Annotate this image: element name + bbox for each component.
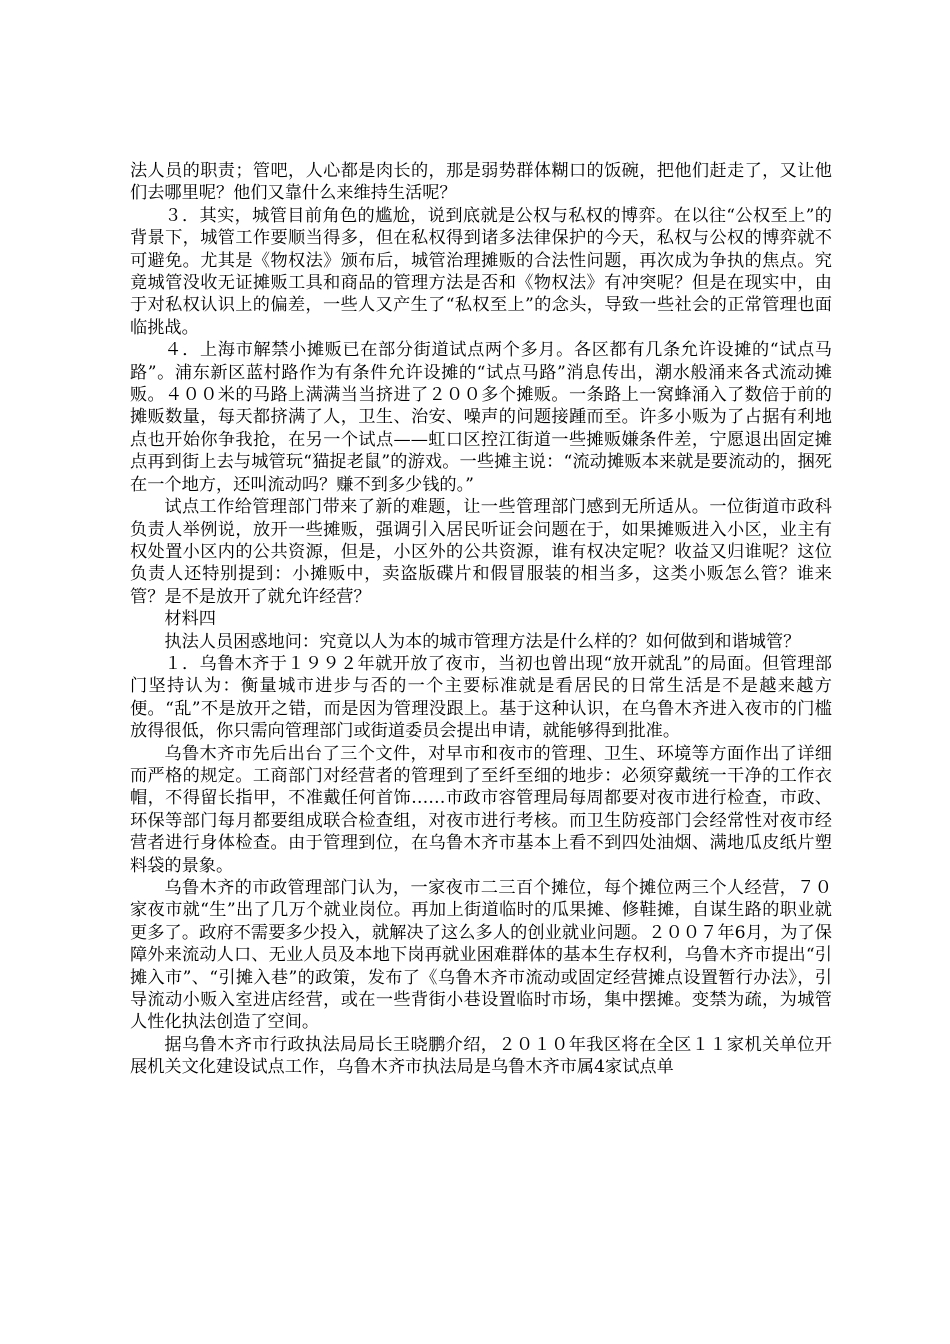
paragraph-item-4: ４．上海市解禁小摊贩已在部分街道试点两个多月。各区都有几条允许设摊的“试点马路”。浦东新区蓝村路作为有条件允许设摊的“试点马路”消息传出，潮水般涌来各式流动摊贩。４００米的马路上满满当当挤进了２００多个摊贩。一条路上一窝蜂涌入了数倍于前的摊贩数量，每天都挤满了人，卫生、治安、噪声的问题接踵而至。许多小贩为了占据有利地点也开始你争我抢，在另一个试点——虹口区控江街道一些摊贩嫌条件差，宁愿退出固定摊点再到街上去与城管玩“猫捉老鼠”的游戏。一些摊主说：“流动摊贩本来就是要流动的，捆死在一个地方，还叫流动吗？赚不到多少钱的。” (130, 340, 832, 495)
paragraph-urumqi-pilot: 据乌鲁木齐市行政执法局局长王晓鹏介绍，２０１０年我区将在全区１１家机关单位开展机关文化建设试点工作，乌鲁木齐市执法局是乌鲁木齐市属4家试点单 (130, 1034, 832, 1078)
paragraph-urumqi-employment: 乌鲁木齐的市政管理部门认为，一家夜市二三百个摊位，每个摊位两三个人经营，７０家夜市就“生”出了几万个就业岗位。再加上街道临时的瓜果摊、修鞋摊，自谋生路的职业就更多了。政府不需要多少投入，就解决了这么多人的创业就业问题。２００７年6月，为了保障外来流动人口、无业人员及本地下岗再就业困难群体的基本生存权利，乌鲁木齐市提出“引摊入市”、“引摊入巷”的政策，发布了《乌鲁木齐市流动或固定经营摊点设置暂行办法》，引导流动小贩入室进店经营，或在一些背街小巷设置临时市场，集中摆摊。变禁为疏，为城管人性化执法创造了空间。 (130, 878, 832, 1033)
paragraph-question: 执法人员困惑地问：究竟以人为本的城市管理方法是什么样的？如何做到和谐城管？ (164, 631, 801, 652)
paragraph-continuation: 法人员的职责；管吧，人心都是肉长的，那是弱势群体糊口的饭碗，把他们赶走了，又让他们去哪里呢？他们又靠什么来维持生活呢？ (130, 161, 832, 204)
paragraph-item-3: ３．其实，城管目前角色的尴尬，说到底就是公权与私权的博弈。在以往“公权至上”的背景下，城管工作要顺当得多，但在私权得到诸多法律保护的今天，私权与公权的博弈就不可避免。尤其是《物权法》颁布后，城管治理摊贩的合法性问题，再次成为争执的焦点。究竟城管没收无证摊贩工具和商品的管理方法是否和《物权法》有冲突呢？但是在现实中，由于对私权认识上的偏差，一些人又产生了“私权至上”的念头，导致一些社会的正常管理也面临挑战。 (130, 205, 832, 338)
section-heading-material-four: 材料四 (164, 609, 216, 630)
paragraph-urumqi-regulations: 乌鲁木齐市先后出台了三个文件，对早市和夜市的管理、卫生、环境等方面作出了详细而严格的规定。工商部门对经营者的管理到了至纤至细的地步：必须穿戴统一干净的工作衣帽，不得留长指甲，不准戴任何首饰……市政市容管理局每周都要对夜市进行检查，市政、环保等部门每月都要组成联合检查组，对夜市进行考核。而卫生防疫部门会经常性对夜市经营者进行身体检查。由于管理到位，在乌鲁木齐市基本上看不到四处油烟、满地瓜皮纸片塑料袋的景象。 (130, 743, 832, 876)
paragraph-pilot-difficulties: 试点工作给管理部门带来了新的难题，让一些管理部门感到无所适从。一位街道市政科负责人举例说，放开一些摊贩，强调引入居民听证会问题在于，如果摊贩进入小区，业主有权处置小区内的公共资源，但是，小区外的公共资源，谁有权决定呢？收益又归谁呢？这位负责人还特别提到：小摊贩中，卖盗版碟片和假冒服装的相当多，这类小贩怎么管？谁来管？是不是放开了就允许经营？ (130, 497, 832, 607)
document-page (130, 160, 832, 1079)
paragraph-urumqi-night-market: １．乌鲁木齐于１９９２年就开放了夜市，当初也曾出现“放开就乱”的局面。但管理部门坚持认为：衡量城市进步与否的一个主要标准就是看居民的日常生活是不是越来越方便。“乱”不是放开之错，而是因为管理没跟上。基于这种认识，在乌鲁木齐进入夜市的门槛放得很低，你只需向管理部门或街道委员会提出申请，就能够得到批准。 (130, 653, 832, 742)
